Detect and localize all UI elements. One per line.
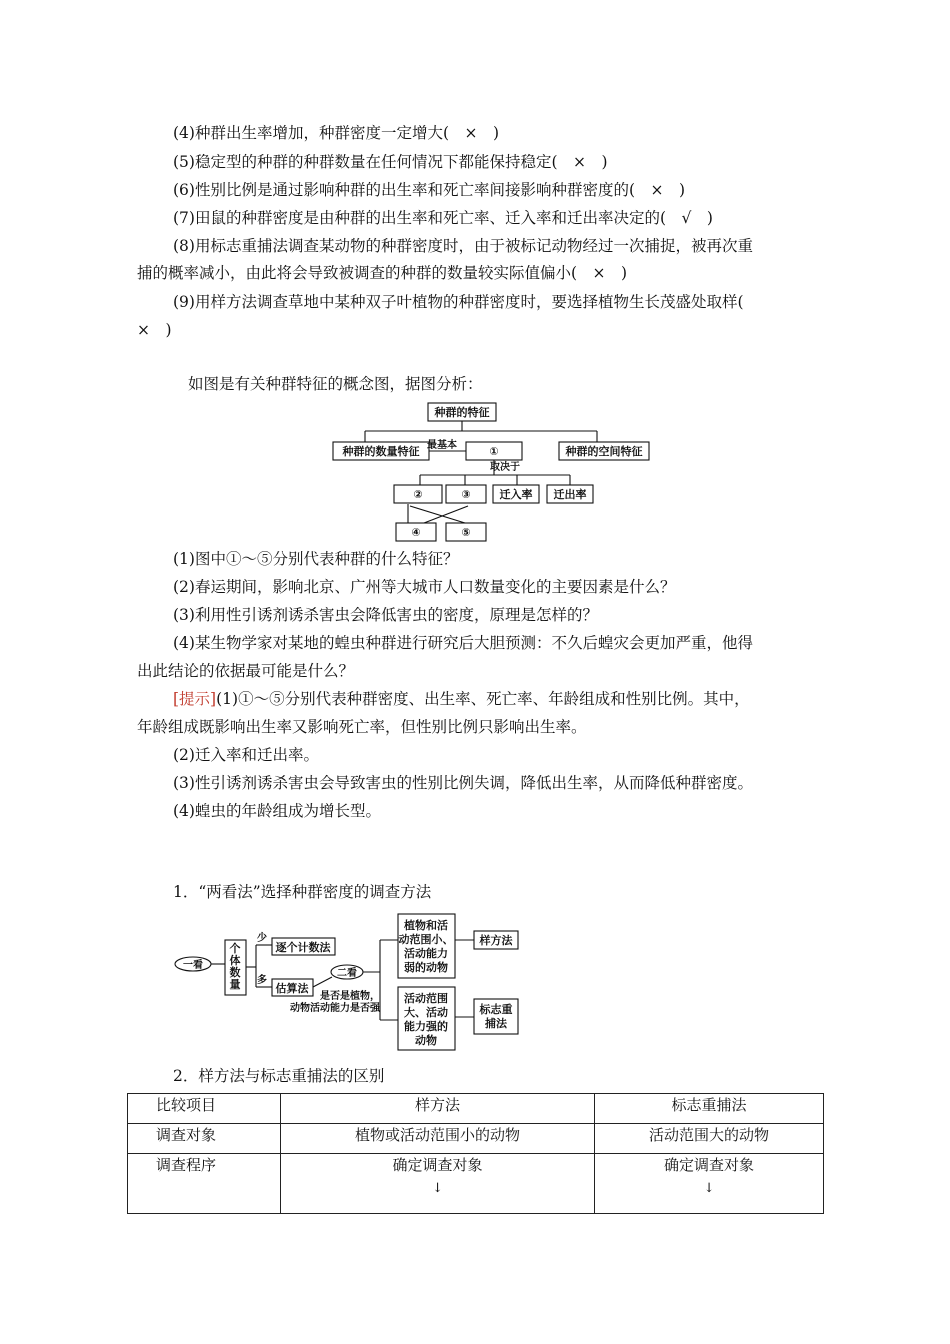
question-2: (2)春运期间，影响北京、广州等大城市人口数量变化的主要因素是什么？	[173, 578, 676, 596]
second-look-label: 二看	[337, 968, 357, 979]
node-population-features: 种群的特征	[434, 406, 490, 419]
many-label: 多	[257, 975, 267, 986]
quadrat-result: 样方法	[479, 934, 513, 947]
table-header-cell: 标志重捕法	[595, 1094, 824, 1124]
two-look-flow-diagram	[172, 912, 532, 1055]
table-cell	[281, 1154, 595, 1214]
first-look-label: 一看	[183, 960, 203, 971]
judgment-6: (6)性别比例是通过影响种群的出生率和死亡率间接影响种群密度的( × )	[173, 181, 686, 199]
upper-box-line3: 活动能力	[404, 947, 448, 960]
concept-map-diagram	[330, 400, 680, 543]
upper-box-line2: 动范围小、	[398, 933, 454, 946]
judgment-8-line2: 捕的概率减小，由此将会导致被调查的种群的数量较实际值偏小( × )	[137, 264, 628, 282]
section-2-title: 2．样方法与标志重捕法的区别	[173, 1067, 385, 1085]
table-header-cell: 样方法	[281, 1094, 595, 1124]
question-4-line2: 出此结论的依据最可能是什么？	[137, 662, 355, 680]
node-1: ①	[489, 445, 499, 458]
edge-label-most-basic: 最基本	[427, 440, 457, 451]
node-immigration-rate: 迁入率	[499, 488, 533, 501]
upper-box-line4: 弱的动物	[404, 961, 448, 974]
table-header-cell: 比较项目	[128, 1094, 281, 1124]
node-spatial-features: 种群的空间特征	[565, 445, 643, 458]
lower-box-line3: 能力强的	[404, 1020, 448, 1033]
answer-1-line1	[173, 689, 750, 709]
node-emigration-rate: 迁出率	[553, 488, 587, 501]
answer-3: (3)性引诱剂诱杀害虫会导致害虫的性别比例失调，降低出生率，从而降低种群密度。	[173, 774, 753, 792]
question-3: (3)利用性引诱剂诱杀害虫会降低害虫的密度，原理是怎样的？	[173, 606, 598, 624]
count-method: 逐个计数法	[275, 941, 331, 954]
lower-box-line2: 大、活动	[404, 1006, 448, 1019]
individual-char-4: 量	[229, 978, 241, 991]
down-arrow-icon: ↓	[703, 1181, 715, 1196]
table-row	[128, 1124, 824, 1154]
answer-1-text: (1)①～⑤分别代表种群密度、出生率、死亡率、年龄组成和性别比例。其中，	[216, 690, 750, 708]
mark-recapture-line2: 捕法	[485, 1017, 507, 1030]
procedure-step: 确定调查对象	[664, 1156, 755, 1174]
question-4-line1: (4)某生物学家对某地的蝗虫种群进行研究后大胆预测：不久后蝗灾会更加严重，他得	[173, 634, 753, 652]
section-1-title: 1．“两看法”选择种群密度的调查方法	[173, 883, 432, 901]
lower-box-line4: 动物	[415, 1034, 437, 1047]
lower-box-line1: 活动范围	[404, 992, 448, 1005]
individual-char-3: 数	[229, 966, 241, 979]
label-determined-by: 取决于	[490, 462, 520, 473]
comparison-table	[127, 1093, 824, 1214]
judgment-9-line2: × )	[137, 321, 172, 339]
judgment-4: (4)种群出生率增加，种群密度一定增大( × )	[173, 124, 500, 142]
node-quantity-features: 种群的数量特征	[342, 445, 420, 458]
individual-char-1: 个	[229, 942, 241, 955]
concept-map-intro: 如图是有关种群特征的概念图，据图分析：	[188, 375, 483, 393]
judgment-7: (7)田鼠的种群密度是由种群的出生率和死亡率、迁入率和迁出率决定的( √ )	[173, 209, 713, 227]
upper-box-line1: 植物和活	[404, 919, 448, 932]
answer-2: (2)迁入率和迁出率。	[173, 746, 319, 764]
judgment-9-line1: (9)用样方法调查草地中某种双子叶植物的种群密度时，要选择植物生长茂盛处取样(	[173, 293, 744, 311]
node-3: ③	[461, 488, 471, 501]
table-cell: 活动范围大的动物	[595, 1124, 824, 1154]
hint-label: [提示]	[173, 690, 217, 708]
condition-line2: 动物活动能力是否强	[290, 1003, 380, 1014]
table-cell	[595, 1154, 824, 1214]
condition-line1: 是否是植物，	[320, 991, 380, 1002]
individual-char-2: 体	[229, 954, 241, 967]
table-cell: 植物或活动范围小的动物	[281, 1124, 595, 1154]
answer-4: (4)蝗虫的年龄组成为增长型。	[173, 802, 381, 820]
table-row	[128, 1154, 824, 1214]
procedure-step: 确定调查对象	[392, 1156, 483, 1174]
table-header-row	[128, 1094, 824, 1124]
question-1: (1)图中①～⑤分别代表种群的什么特征？	[173, 550, 459, 568]
judgment-8-line1: (8)用标志重捕法调查某动物的种群密度时，由于被标记动物经过一次捕捉，被再次重	[173, 237, 753, 255]
few-label: 少	[257, 933, 267, 944]
table-cell: 调查对象	[128, 1124, 281, 1154]
mark-recapture-line1: 标志重	[479, 1003, 513, 1016]
node-5: ⑤	[461, 526, 471, 539]
node-2: ②	[413, 488, 423, 501]
judgment-5: (5)稳定型的种群的种群数量在任何情况下都能保持稳定( × )	[173, 153, 608, 171]
table-cell: 调查程序	[128, 1154, 281, 1214]
estimate-method: 估算法	[275, 982, 309, 995]
node-4: ④	[411, 526, 421, 539]
answer-1-line2: 年龄组成既影响出生率又影响死亡率，但性别比例只影响出生率。	[137, 718, 587, 736]
down-arrow-icon: ↓	[432, 1181, 443, 1196]
